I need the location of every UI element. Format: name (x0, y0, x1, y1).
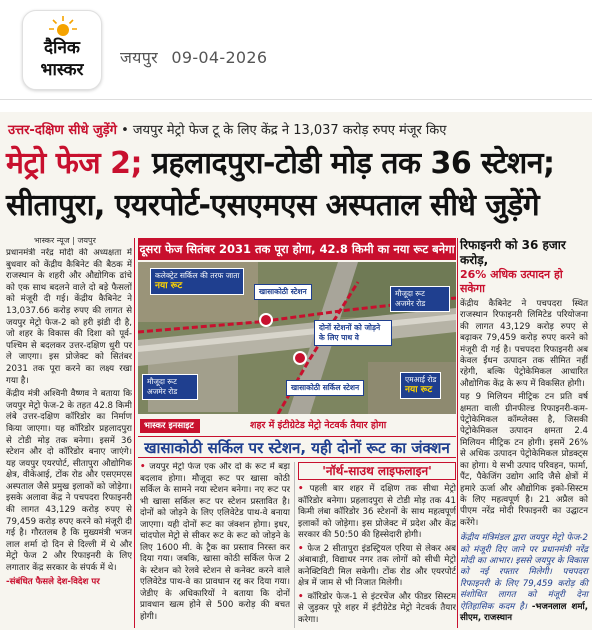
sub-headline: खासाकोठी सर्किल पर स्टेशन, यही दोनों रूट का जंक्शन (138, 436, 456, 458)
left-sign: -संबंधित फैसले देश-विदेश पर (6, 576, 100, 587)
box-title: 'नॉर्थ-साउथ लाइफलाइन' (298, 462, 456, 480)
app-header (0, 0, 592, 100)
tag-pathway: दोनों स्टेशनों को जोड़ने के लिए पाथ वे (314, 320, 392, 346)
mid2-item-2: • फेज 2 सीतापुरा इंडस्ट्रियल एरिया से लेकर अब अंबाबाड़ी, विद्याधर नगर तक लोगों को सीधी मेट्रो कनेक्टिविटी मिल सकेगी। टोंक रोड और एयरपोर्ट क्षेत्र में जाम से भी निजात मिलेगी। (298, 544, 456, 590)
map-banner: दूसरा फेज सितंबर 2031 तक पूरा होगा, 42.8 किमी का नया रूट बनेगा (138, 238, 456, 260)
tag-ajmer-road: मौजूदा रूट अजमेर रोड (390, 286, 450, 312)
headline-highlight: मेट्रो फेज 2; (6, 146, 142, 181)
newspaper-page (0, 112, 592, 630)
kicker-highlight: उत्तर-दक्षिण सीधे जुड़ेंगे (8, 123, 117, 138)
tag-mi-road (400, 372, 441, 399)
mid2-item-3: • कॉरिडोर फेज-1 से इंटरचेंज और फीडर सिस्टम से जुड़कर पूरे शहर में इंटीग्रेटेड मेट्रो नेटवर्क तैयार करेगा। (298, 592, 456, 627)
headline-line-2: सीतापुरा, एयरपोर्ट-एसएमएस अस्पताल सीधे जुड़ेंगे (6, 188, 540, 223)
insight-label: भास्कर इनसाइट (140, 419, 200, 433)
headline-line-1 (6, 144, 592, 184)
column-divider-left (134, 238, 135, 628)
insight-text: शहर में इंटीग्रेटेड मेट्रो नेटवर्क तैयार होगा (250, 420, 387, 431)
edition-info (120, 46, 267, 68)
tag-ajmer-road-2: मौजूदा रूट अजमेर रोड (142, 374, 198, 400)
column-divider-right (457, 238, 458, 628)
right-para-2: यह 9 मिलियन मीट्रिक टन प्रति वर्ष क्षमता वाली ग्रीनफील्ड रिफाइनरी-कम-पेट्रोकेमिकल कॉम्प्लेक्स है, जिसकी पेट्रोकेमिकल उत्पादन क्षमता 2.4 मिलियन मीट्रिक टन होगी। इसमें 26% से अधिक उत्पादन पेट्रोकेमिकल प्रोडक्ट्स का होगा। ये सभी उत्पाद परिवहन, फार्मा, पैंट, पैकेजिंग उद्योग आदि जैसे क्षेत्रों में हमारे ऊर्जा और औद्योगिक इको-सिस्टम के लिए महत्वपूर्ण है। 21 अप्रैल को पीएम नरेंद्र मोदी रिफाइनरी का उद्घाटन करेंगे। (460, 392, 588, 528)
logo-line-1: दैनिक (44, 38, 80, 58)
middle-column-1 (140, 462, 290, 628)
tag-khasa-circle: खासाकोठी सर्किल स्टेशन (286, 380, 364, 396)
tag-mi-road-sub: नया रूट (405, 385, 433, 395)
left-para-1: प्रधानमंत्री नरेंद्र मोदी की अध्यक्षता में बुधवार को केंद्रीय कैबिनेट की बैठक में राजस्थान के शहरी और औद्योगिक ढांचे को एक साथ बदलने वाले दो बड़े फैसलों को मंजूरी दी गई। केंद्रीय कैबिनेट ने 13,037.66 करोड़ रुपए की लागत से जयपुर मेट्रो फेज-2 को हरी झंडी दी है, जो शहर के विकास की दिशा को पूर्व-पश्चिम से बदलकर उत्तर-दक्षिण धुरी पर ले जाएगा। इस प्रोजेक्ट को सितंबर 2031 तक पूरा करने का लक्ष्य रखा गया है। (6, 248, 132, 386)
column-divider-mid (294, 462, 295, 628)
kicker (8, 122, 588, 140)
logo-line-2: भास्कर (40, 60, 84, 80)
sun-logo-icon (49, 16, 77, 36)
tag-collectorate-sub: नया रूट (155, 281, 183, 291)
cm-quote (460, 533, 588, 624)
tag-collectorate-text: कलेक्ट्रेट सर्किल की तरफ जाता (155, 271, 240, 280)
right-headline-2: 26% अधिक उत्पादन हो सकेगा (460, 268, 563, 295)
quote-sign: -भजनलाल शर्मा, सीएम, राजस्थान (460, 601, 589, 623)
insight-strip (138, 418, 456, 434)
tag-collectorate (150, 268, 244, 295)
byline: भास्कर न्यूज | जयपुर (34, 236, 96, 245)
middle-column-2 (298, 462, 456, 628)
mid1-text: • जयपुर मेट्रो फेज एक और दो के रूट में बड़ा बदलाव होगा। मौजूदा रूट पर खासा कोठी सर्किल के सामने नया स्टेशन बनेगा। नए रूट पर भी खासा सर्किल रूट पर स्टेशन प्रस्तावित है। दोनों को जोड़ने के लिए एलिवेटेड पाथ-वे बनाया जाएगा। यही दोनों रूट का जंक्शन होगा। इधर, चांदपोल मेट्रो से सीकर रूट के रूट को जोड़ने के लिए 1600 मी. के ट्रैक का प्रस्ताव निरस्त कर दिया गया। जबकि, खासा कोठी सर्किल फेज 2 के स्टेशन को रेलवे स्टेशन से कनेक्ट करने वाले एलिवेटेड पाथ-वे का प्रावधान रद्द कर दिया गया। जेडीए के अधिकारियों ने बताया कि दोनों प्रावधान खत्म होने से 500 करोड़ की बचत होगी। (140, 462, 290, 623)
dainik-bhaskar-logo[interactable] (22, 10, 102, 90)
right-body (460, 299, 588, 529)
edition-date: 09-04-2026 (171, 48, 268, 67)
left-para-2: केंद्रीय मंत्री अश्विनी वैष्णव ने बताया कि जयपुर मेट्रो फेज-2 के तहत 42.8 किमी लंबे उत्तर-दक्षिण कॉरिडोर का निर्माण किया जाएगा। यह कॉरिडोर प्रहलादपुरा से टोडी मोड़ तक बनेगा। इसमें 36 स्टेशन और दो कॉरिडोर बनाए जाएंगे। यह जयपुर एयरपोर्ट, सीतापुरा औद्योगिक क्षेत्र, वीकेआई, टोंक रोड और एसएमएस अस्पताल जैसे प्रमुख इलाकों को जोड़ेगा। इसके अलावा केंद्र ने पचपदरा रिफाइनरी की लागत 43,129 करोड़ रुपए से 79,459 करोड़ रुपए करने को मंजूरी दी गई है। गौरतलब है कि मुख्यमंत्री भजन लाल शर्मा दो दिन से दिल्ली में थे और मेट्रो फेज 2 और रिफाइनरी के लिए लगातार केंद्र सरकार के संपर्क में थे। (6, 389, 132, 574)
mid2-item-1: • पहली बार शहर में दक्षिण तक सीधा मेट्रो कॉरिडोर बनेगा। प्रहलादपुरा से टोडी मोड़ तक 41 किमी लंबा कॉरिडोर 36 स्टेशनों के साथ महत्वपूर्ण इलाकों को जोड़ेगा। इस प्रोजेक्ट में प्रदेश और केंद्र सरकार की 50:50 की हिस्सेदारी होगी। (298, 484, 456, 542)
headline-rest: प्रहलादपुरा-टोडी मोड़ तक 36 स्टेशन; (151, 146, 555, 181)
right-headline: रिफाइनरी को 36 हजार करोड़, (460, 238, 566, 267)
aerial-route-map (138, 262, 456, 414)
edition-city: जयपुर (120, 48, 158, 67)
kicker-text: • जयपुर मेट्रो फेज टू के लिए केंद्र ने 13,037 करोड़ रुपए मंजूर किए (121, 123, 447, 138)
right-para-1: केंद्रीय कैबिनेट ने पचपदरा स्थित राजस्थान रिफाइनरी लिमिटेड परियोजना की लागत 43,129 करोड़ रुपए से बढ़ाकर 79,459 करोड़ रुपए करने को मंजूरी दी गई है। पचपदरा रिफाइनरी अब केवल ईंधन उत्पादन तक सीमित नहीं रहेगी, बल्कि पेट्रोकेमिकल आधारित औद्योगिक केंद्र के रूप में विकसित होगी। (460, 299, 588, 389)
left-column (6, 248, 132, 628)
right-column (460, 238, 588, 628)
quote-text: केंद्रीय मंत्रिमंडल द्वारा जयपुर मेट्रो फेज-2 को मंजूरी दिए जाने पर प्रधानमंत्री नरेंद्र मोदी का आभार। इससे जयपुर के विकास को नई रफ्तार मिलेगी। पचपदरा रिफाइनरी के लिए 79,459 करोड़ की संशोधित लागत को मंजूरी देना ऐतिहासिक कदम है। (460, 533, 588, 612)
tag-mi-road-text: एमआई रोड (405, 375, 437, 384)
tag-khasa-station: खासाकोठी स्टेशन (254, 284, 312, 300)
